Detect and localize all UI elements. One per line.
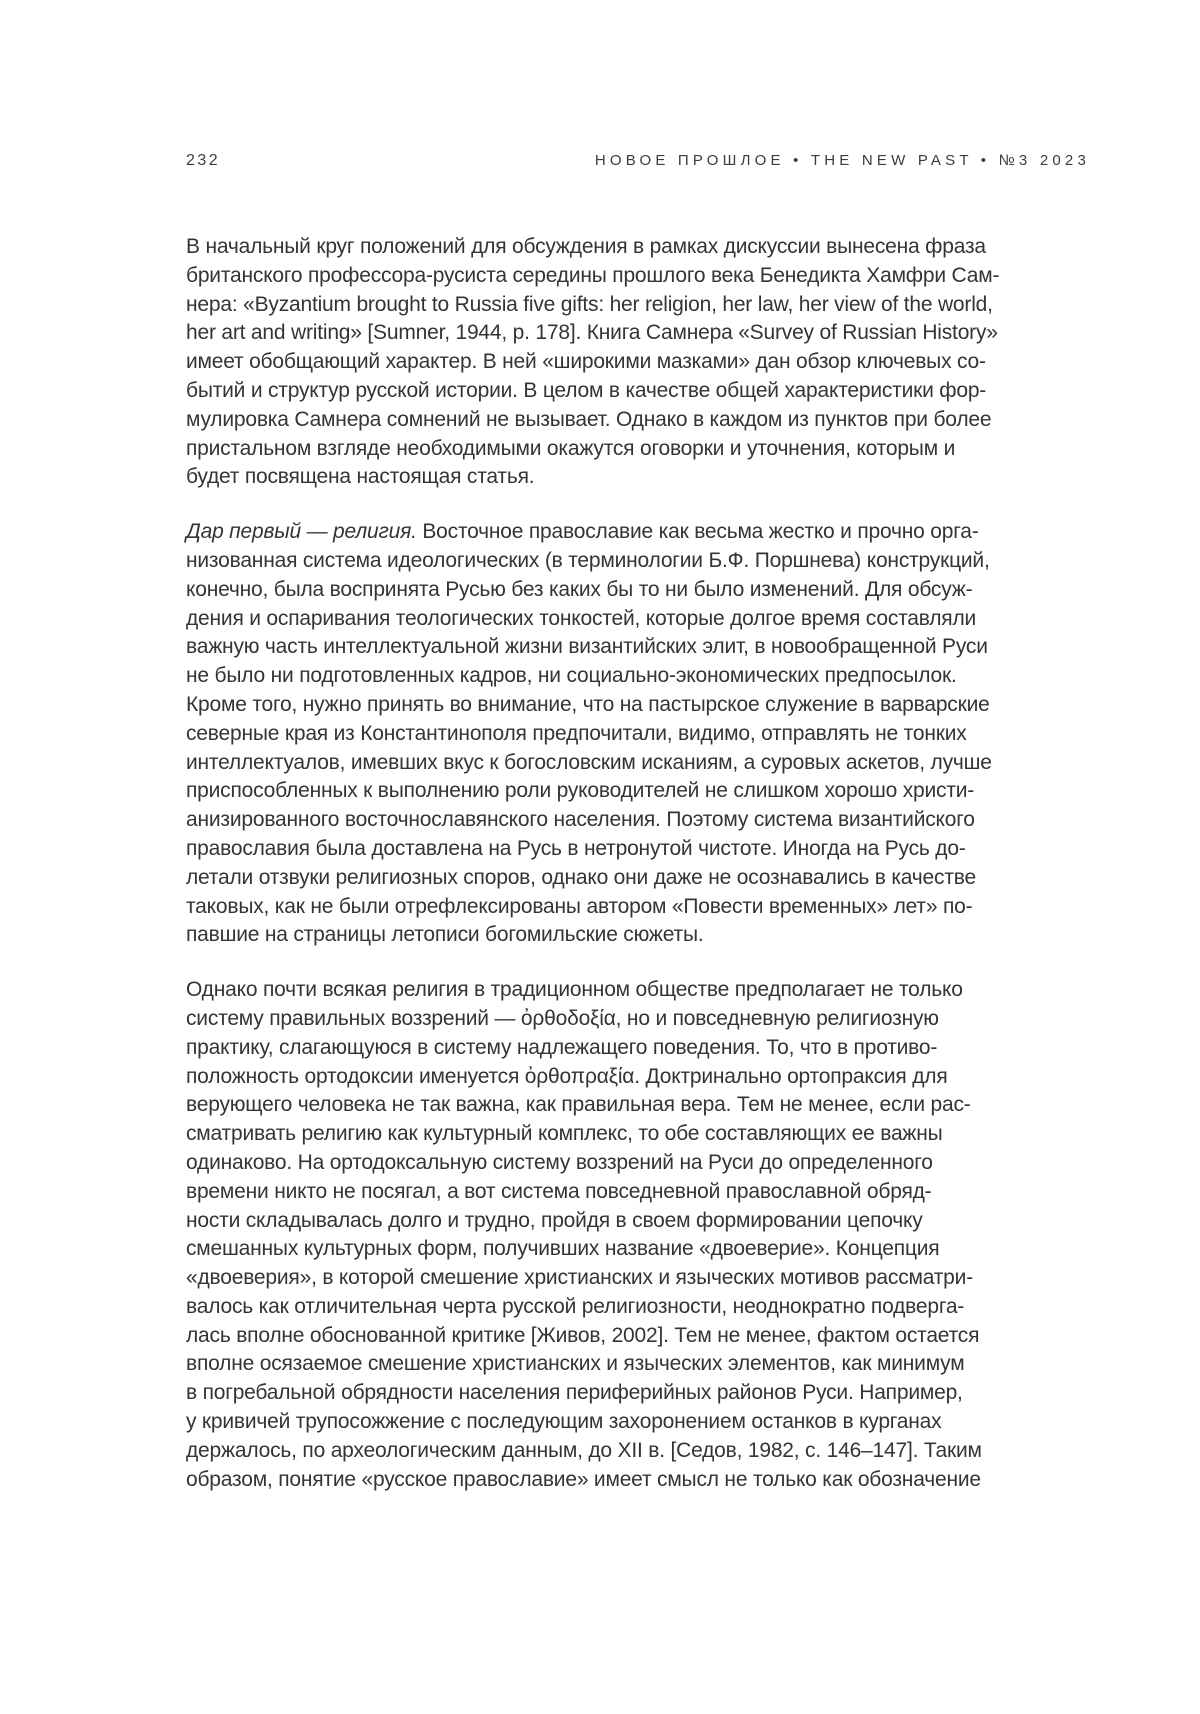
text-line: мулировка Самнера сомнений не вызывает. Однако в каждом из пунктов при более	[186, 407, 992, 431]
text-line: ности складывалась долго и трудно, пройдя в своем формировании цепочку	[186, 1208, 923, 1232]
text-line: валось как отличительная черта русской религиозности, неоднократно подверга-	[186, 1294, 965, 1318]
text-line: летали отзвуки религиозных споров, однако они даже не осознавались в качестве	[186, 865, 976, 889]
text-line: Дар первый — религия. Восточное православие как весьма жестко и прочно орга-	[186, 520, 979, 544]
text-line: будет посвящена настоящая статья.	[186, 465, 535, 489]
text-line: Однако почти всякая религия в традиционном обществе предполагает не только	[186, 978, 963, 1002]
text-line: православия была доставлена на Русь в нетронутой чистоте. Иногда на Русь до-	[186, 836, 966, 860]
text-line: В начальный круг положений для обсуждения в рамках дискуссии вынесена фраза	[186, 235, 986, 258]
text-line: интеллектуалов, имевших вкус к богословским исканиям, а суровых аскетов, лучше	[186, 750, 992, 774]
text-line: систему правильных воззрений — ὀρθοδοξία, но и повседневную религиозную	[186, 1006, 939, 1030]
text-line: Кроме того, нужно принять во внимание, что на пастырское служение в варварские	[186, 692, 990, 716]
text-line: верующего человека не так важна, как правильная вера. Тем не менее, если рас-	[186, 1093, 971, 1117]
text-line: приспособленных к выполнению роли руководителей не слишком хорошо христи-	[186, 779, 975, 803]
text-line: северные края из Константинополя предпочитали, видимо, отправлять не тонких	[186, 721, 967, 745]
italic-lead: Дар первый — религия.	[186, 520, 417, 544]
text-line: времени никто не посягал, а вот система повседневной православной обряд-	[186, 1179, 932, 1203]
text-line: пристальном взгляде необходимыми окажутся оговорки и уточнения, которым и	[186, 436, 956, 460]
text-line: анизированного восточнославянского населения. Поэтому система византийского	[186, 808, 975, 832]
text-line: образом, понятие «русское православие» имеет смысл не только как обозначение	[186, 1467, 981, 1491]
text-line: в погребальной обрядности населения периферийных районов Руси. Например,	[186, 1381, 963, 1405]
text-line: her art and writing» [Sumner, 1944, p. 178]. Книга Самнера «Survey of Russian History»	[186, 321, 998, 345]
paragraph	[186, 976, 1098, 1494]
running-head-title: НОВОЕ ПРОШЛОЕ • THE NEW PAST • №3 2023	[594, 152, 1090, 169]
text-line: павшие на страницы летописи богомильские сюжеты.	[186, 923, 704, 947]
running-header	[186, 152, 1090, 170]
text-line: «двоеверия», в которой смешение христианских и языческих мотивов рассматри-	[186, 1266, 973, 1290]
text-line: лась вполне обоснованной критике [Живов, 2002]. Тем не менее, фактом остается	[186, 1323, 980, 1347]
page-number: 232	[186, 152, 221, 169]
text-line: у кривичей трупосожжение с последующим захоронением останков в курганах	[186, 1410, 942, 1434]
text-line: британского профессора-русиста середины прошлого века Бенедикта Хамфри Сам-	[186, 263, 1000, 287]
text-line: важную часть интеллектуальной жизни византийских элит, в новообращенной Руси	[186, 635, 988, 659]
article-body	[186, 233, 1098, 1520]
paragraph	[186, 518, 1098, 950]
text-line: сматривать религию как культурный комплекс, то обе составляющих ее важны	[186, 1122, 943, 1146]
text-line: смешанных культурных форм, получивших название «двоеверие». Концепция	[186, 1237, 940, 1261]
text-line: таковых, как не были отрефлексированы автором «Повести временных» лет» по-	[186, 894, 973, 918]
text-line: имеет обобщающий характер. В ней «широкими мазками» дан обзор ключевых со-	[186, 350, 986, 374]
text-line: вполне осязаемое смешение христианских и языческих элементов, как минимум	[186, 1352, 965, 1376]
text-line: держалось, по археологическим данным, до XII в. [Седов, 1982, с. 146–147]. Таким	[186, 1438, 982, 1462]
paragraph	[186, 233, 1098, 492]
text-line: нера: «Byzantium brought to Russia five gifts: her religion, her law, her view of the world,	[186, 292, 993, 316]
text-line: бытий и структур русской истории. В целом в качестве общей характеристики фор-	[186, 378, 987, 402]
text-line: одинаково. На ортодоксальную систему воззрений на Руси до определенного	[186, 1150, 933, 1174]
text-line: дения и оспаривания теологических тонкостей, которые долгое время составляли	[186, 606, 977, 630]
text-line: положность ортодоксии именуется ὀρθοπραξία. Доктринально ортопраксия для	[186, 1064, 948, 1088]
text-line: практику, слагающуюся в систему надлежащего поведения. То, что в противо-	[186, 1035, 938, 1059]
text-line: не было ни подготовленных кадров, ни социально-экономических предпосылок.	[186, 664, 957, 688]
text-line: конечно, была воспринята Русью без каких бы то ни было изменений. Для обсуж-	[186, 577, 973, 601]
text-line: низованная система идеологических (в терминологии Б.Ф. Поршнева) конструкций,	[186, 548, 990, 572]
